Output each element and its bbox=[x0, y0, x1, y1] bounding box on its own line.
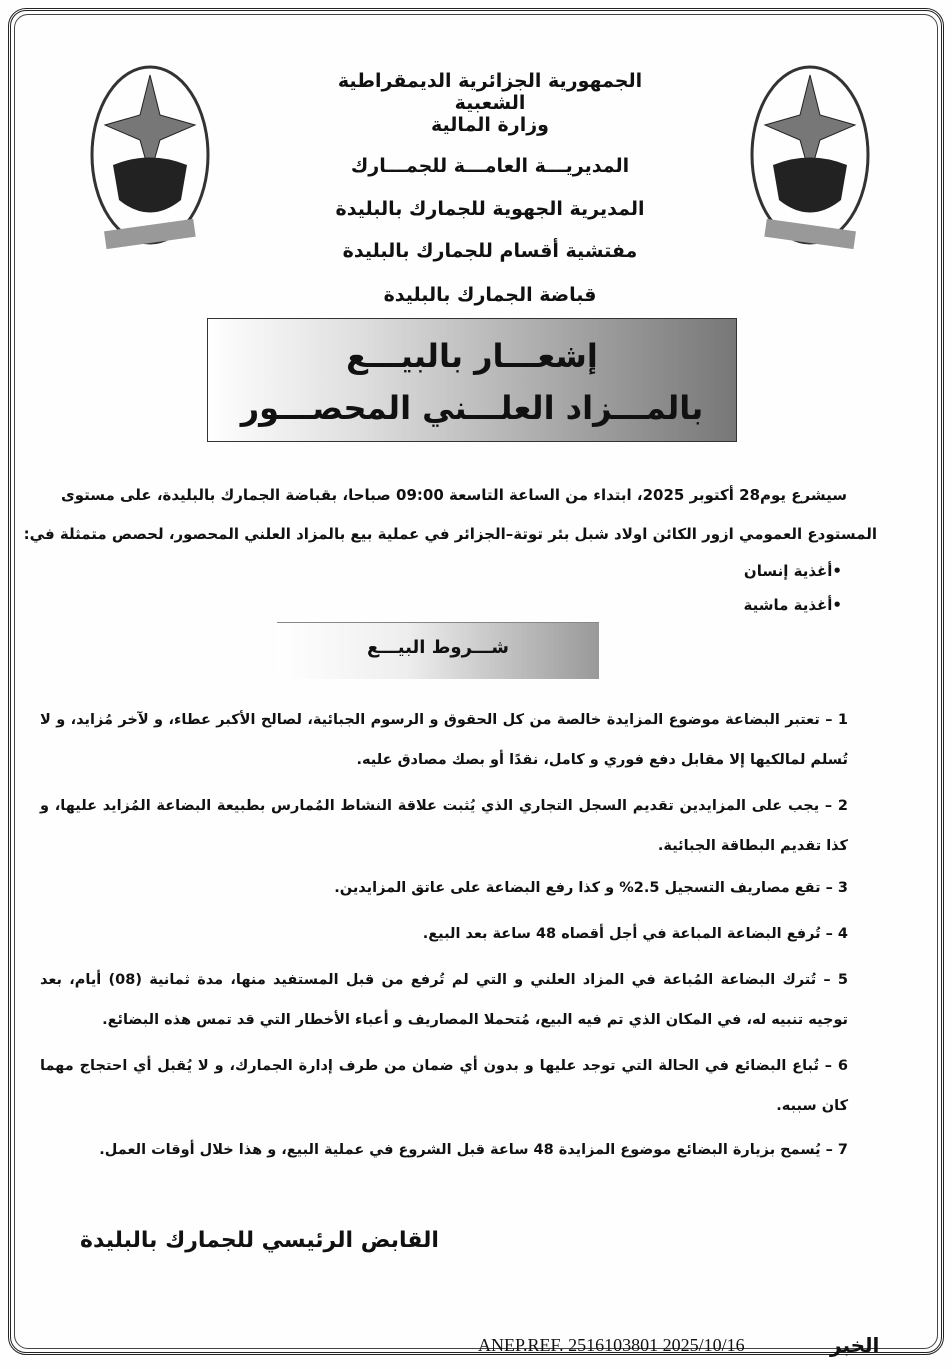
header-regional-directorate: المديرية الجهوية للجمارك بالبليدة bbox=[335, 198, 645, 220]
header-republic: الجمهورية الجزائرية الديمقراطية الشعبية bbox=[337, 70, 643, 114]
conditions-title: شـــروط البيـــع bbox=[277, 622, 599, 679]
header-ministry: وزارة المالية bbox=[431, 114, 549, 136]
intro-line-2: المستودع العمومي ازور الكائن اولاد شبل بئر توتة–الجزائر في عملية بيع بالمزاد العلني المحصور، لحصص متمثلة في: bbox=[23, 525, 877, 543]
customs-emblem-left bbox=[85, 55, 215, 255]
notice-title-box bbox=[207, 318, 737, 442]
intro-line-1: سيشرع يوم28 أكتوبر 2025، ابتداء من الساعة التاسعة 09:00 صباحا، بقباضة الجمارك بالبليدة، على مستوى bbox=[61, 486, 847, 504]
customs-emblem-right bbox=[745, 55, 875, 255]
header-recette: قباضة الجمارك بالبليدة bbox=[383, 284, 597, 306]
notice-title-line2: بالمـــزاد العلـــني المحصـــور bbox=[240, 389, 704, 427]
anep-reference: ANEP.REF. 2516103801 2025/10/16 bbox=[478, 1335, 745, 1355]
item-human-food: •أغذية إنسان bbox=[743, 562, 842, 580]
condition-1: 1 – تعتبر البضاعة موضوع المزايدة خالصة من كل الحقوق و الرسوم الجبائية، لصالح الأكبر عطاء، و لآخر مُزايد، و لا تُسلم لمالكيها إلا مقابل دفع فوري و كامل، نقدًا أو بصك مصادق عليه. bbox=[40, 712, 848, 768]
item-animal-feed: •أغذية ماشية bbox=[743, 596, 842, 614]
condition-3: 3 – تقع مصاريف التسجيل 2.5% و كذا رفع البضاعة على عاتق المزايدين. bbox=[334, 880, 848, 896]
signature-title: القابض الرئيسي للجمارك بالبليدة bbox=[80, 1228, 439, 1253]
header-general-directorate: المديريـــة العامـــة للجمـــارك bbox=[350, 155, 630, 177]
condition-2: 2 – يجب على المزايدين تقديم السجل التجاري الذي يُثبت علاقة النشاط المُمارس بطبيعة البضاعة المُزايد عليها، و كذا تقديم البطاقة الجبائية. bbox=[40, 798, 848, 854]
condition-5: 5 – تُترك البضاعة المُباعة في المزاد العلني و التي لم تُرفع من قبل المستفيد منها، مدة ثمانية (08) أيام، بعد توجيه تنبيه له، في المكان الذي تم فيه البيع، مُتحملا المصاريف و أعباء الأخطار التي قد تمس هذه البضائع. bbox=[40, 972, 848, 1028]
condition-4: 4 – تُرفع البضاعة المباعة في أجل أقصاه 48 ساعة بعد البيع. bbox=[422, 926, 848, 942]
condition-7: 7 – يُسمح بزيارة البضائع موضوع المزايدة 48 ساعة قبل الشروع في عملية البيع، و هذا خلال أوقات العمل. bbox=[99, 1142, 848, 1158]
notice-title-line1: إشعـــار بالبيـــع bbox=[346, 337, 598, 375]
header-inspection: مفتشية أقسام للجمارك بالبليدة bbox=[342, 240, 638, 262]
condition-6: 6 – تُباع البضائع في الحالة التي توجد عليها و بدون أي ضمان من طرف إدارة الجمارك، و لا يُقبل أي احتجاج مهما كان سببه. bbox=[40, 1058, 848, 1114]
newspaper-logo: الخبر bbox=[830, 1333, 880, 1357]
